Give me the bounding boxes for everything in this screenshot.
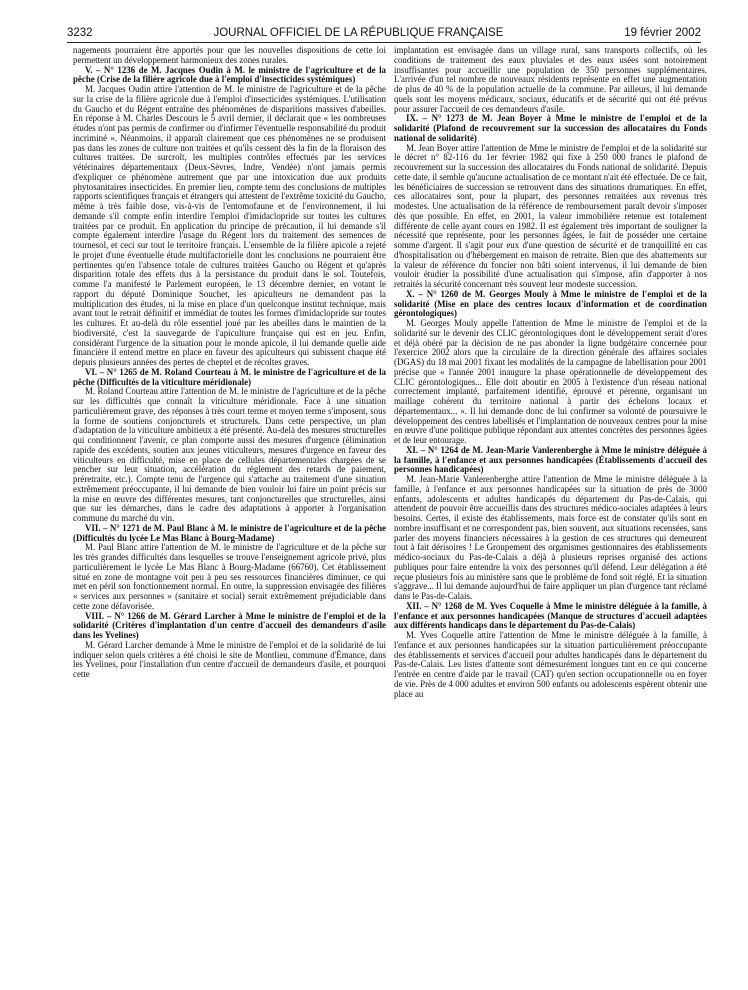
question-vi-title: VI. – N° 1265 de M. Roland Courteau à M. le ministre de l'agriculture et de la pêche (Difficultés de la viticulture méridionale) <box>73 366 386 387</box>
question-x-body: M. Georges Mouly appelle l'attention de Mme le ministre de l'emploi et de la solidarité sur le devenir des CLIC gérontologiques dont le développement serait d'ores et déjà obéré par la décision de ne pas abonder la ligne budgétaire concernée pour l'exercice 2002 alors que la circulaire de la direction générale des affaires sociales (DGAS) du 18 mai 2001 fixant les modalités de la campagne de labellisation pour 2001 précise que « l'année 2001 inaugure la phase opérationnelle de développement des CLIC gérontologiques... Elle doit aboutir en 2005 à l'existence d'un réseau national correctement implanté, parfaitement identifié, éprouvé et pérenne, organisant un maillage cohérent du territoire national à partir des échelons locaux et départementaux... ». Il lui demande donc de lui confirmer sa volonté de poursuivre le développement des centres labellisés et l'implantation de nouveaux centres pour la mise en œuvre d'une politique publique répondant aux attentes concrètes des personnes âgées et de leur entourage. <box>394 318 707 445</box>
question-v-title: V. – N° 1236 de M. Jacques Oudin à M. le ministre de l'agriculture et de la pêche (Crise de la filière agricole due à l'emploi d'insecticides systémiques) <box>73 64 386 85</box>
question-vi-body: M. Roland Courteau attire l'attention de M. le ministre de l'agriculture et de la pêche sur les difficultés que connaît la viticulture méridionale. Face à une situation particulièrement grave, des réponses à très court terme et moyen terme s'imposent, sous la forme de soutiens conjoncturels et structurels. Dans cette perspective, un plan d'adaptation de la viticulture ambitieux a été présenté. Au-delà des mesures structurelles qui conditionnent l'avenir, ce plan comporte aussi des mesures d'urgence (élimination rapide des excédents, soutien aux jeunes viticulteurs, mesures d'urgence en faveur des viticulteurs en difficulté, mise en place de cellules départementales chargées de se pencher sur leur situation, accélération du règlement des retards de paiement, préretraite, etc.). Compte tenu de l'urgence qui s'attache au traitement d'une situation extrêmement préoccupante, il lui demande de bien vouloir lui faire un point précis sur la mise en œuvre des différentes mesures, tant conjoncturelles que structurelles, ainsi que sur les démarches, dans le cadre des adaptations à apporter à l'organisation commune du marché du vin. <box>73 386 386 523</box>
question-xi-body: M. Jean-Marie Vanlerenberghe attire l'attention de Mme le ministre déléguée à la famille, à l'enfance et aux personnes handicapées sur la situation de près de 3000 enfants, adolescents et adultes handicapés du département du Pas-de-Calais, qui attendent de pouvoir être accueillis dans des structures médico-sociales adaptées à leurs besoins. Certes, il existe des établissements, mais force est de constater qu'ils sont en nombre insuffisant et ne correspondent pas, bien souvent, aux situations recensées, sans parler des moyens financiers nécessaires à la gestion de ces structures qui demeurent tout à fait dérisoires ! Le Groupement des organismes gestionnaires des établissements médico-sociaux du Pas-de-Calais a déjà à plusieurs reprises organisé des actions publiques pour faire entendre la voix des personnes qu'il défend. Leur délégation a été reçue plusieurs fois au ministère sans que le problème de fond soit réglé. Et la situation s'aggrave... Il lui demande aujourd'hui de faire appliquer un plan d'urgence tant réclamé dans le Pas-de-Calais. <box>394 474 707 601</box>
journal-title: JOURNAL OFFICIEL DE LA RÉPUBLIQUE FRANÇAISE <box>213 27 504 39</box>
question-xii-body: M. Yves Coquelle attire l'attention de Mme le ministre déléguée à la famille, à l'enfance et aux personnes handicapées sur la situation particulièrement préoccupante des établissements et services d'accueil pour adultes handicapés dans le département du Pas-de-Calais. Les listes d'attente sont démesurément longues tant en ce qui concerne l'entrée en centre d'aide par le travail (CAT) qu'en section occupationnelle ou en foyer de vie. Près de 4 000 adultes et environ 500 enfants ou adolescents espèrent obtenir une place au <box>394 630 707 699</box>
question-ix-title: IX. – N° 1273 de M. Jean Boyer à Mme le ministre de l'emploi et de la solidarité (Plafond de recouvrement sur la succession des allocataires du Fonds national de solidarité) <box>394 113 707 143</box>
question-v-body: M. Jacques Oudin attire l'attention de M. le ministre de l'agriculture et de la pêche sur la crise de la filière agricole due à l'emploi d'insecticides systémiques. L'utilisation du Gaucho et du Régent entraîne des phénomènes de disparitions massives d'abeilles. En réponse à M. Charles Descours le 5 avril dernier, il déclarait que « les nombreuses études n'ont pas permis de confirmer ou d'infirmer l'éventuelle responsabilité du produit incriminé ». Néanmoins, il apparaît clairement que ces phénomènes ne se produisent pas dans les zones de culture non traitées et qu'ils cessent dès la fin de la floraison des cultures traitées. De surcroît, les multiples contrôles effectués par les services vétérinaires départementaux (Deux-Sèvres, Indre, Vendée) n'ont jamais permis d'expliquer ce phénomène autrement que par une intoxication due aux produits phytosanitaires insecticides. En premier lieu, compte tenu des conclusions de multiples rapports scientifiques français et étrangers qui attestent de l'extrême toxicité du Gaucho, même à très faible dose, vis-à-vis de l'entomofaune et de l'environnement, il lui demande s'il compte enfin interdire l'emploi d'imidaclopride sur toutes les cultures traitées par ce produit. En application du principe de précaution, il lui demande s'il compte également interdire l'usage du Régent lors du traitement des semences de tournesol, et ceci sur tout le territoire français. L'ensemble de la filière apicole a rejeté le projet d'une éventuelle étude multifactorielle dont les conclusions ne pourraient être pertinentes qu'en l'absence totale de cultures traitées Gaucho ou Régent et qu'après disparition totale des effets dus à la persistance du produit dans le sol. Toutefois, comme l'a manifesté le Parlement européen, le 13 décembre dernier, en votant le rapport du député Dominique Souchet, les apiculteurs ne demandent pas la multiplication des études, ni la mise en place d'un quelconque institut technique, mais avant tout le retrait définitif et immédiat de toutes les formes d'imidaclopride sur toutes les cultures. Et au-delà du rôle essentiel joué par les abeilles dans le maintien de la biodiversité, c'est la sauvegarde de l'apiculture française qui est en jeu. Enfin, considérant l'urgence de la situation pour le monde apicole, il lui demande quelle aide financière il entend mettre en place en faveur des apiculteurs qui subissent chaque été depuis plusieurs années des pertes de cheptel et de récoltes graves. <box>73 84 386 367</box>
question-viii-continued: implantation est envisagée dans un village rural, sans transports collectifs, où les conditions de traitement des eaux pluviales et des eaux usées sont notoirement insuffisantes pour accueillir une population de 350 personnes supplémentaires. L'arrivée d'un tel nombre de nouveaux résidents représente en effet une augmentation de plus de 40 % de la population actuelle de la commune. Par ailleurs, il lui demande quels sont les moyens médicaux, sociaux, éducatifs et de sécurité qui ont été prévus pour assurer l'accueil de ces demandeurs d'asile. <box>394 46 707 114</box>
page-header <box>67 17 701 43</box>
question-vii-body: M. Paul Blanc attire l'attention de M. le ministre de l'agriculture et de la pêche sur les très grandes difficultés dans lesquelles se trouve l'enseignement agricole privé, plus particulièrement le lycée Le Mas Blanc à Bourg-Madame (66760). Cet établissement situé en zone de montagne voit peu à peu ses ressources financières diminuer, ce qui met en péril son fonctionnement normal. En outre, la suppression envisagée des filières « services aux personnes » (sanitaire et social) serait extrêmement préjudiciable dans cette zone défavorisée. <box>73 542 386 611</box>
question-ix-body: M. Jean Boyer attire l'attention de Mme le ministre de l'emploi et de la solidarité sur le décret n° 82-116 du 1er février 1982 qui fixe à 250 000 francs le plafond de recouvrement sur la succession des allocataires du Fonds national de solidarité. Depuis cette date, il semble qu'aucune actualisation de ce montant n'ait été effectuée. De ce fait, les bénéficiaires de succession se retrouvent dans des situations dramatiques. En effet, ces allocataires sont, pour la plupart, des personnes retraitées aux revenus très modestes. Une actualisation de la référence de remboursement paraît devoir s'imposer dès que possible. En effet, en 2001, la valeur immobilière retenue est totalement différente de celle ayant cours en 1982. Il est également très important de souligner la nécessité que représente, pour les personnes âgées, le fait de posséder une certaine somme d'argent. Il s'agit pour eux d'une question de sécurité et de tranquillité en cas d'hospitalisation ou d'hébergement en maison de retraite. Bien que des abattements sur la valeur de référence du foncier non bâti soient intervenus, il lui demande de bien vouloir étudier la possibilité d'une actualisation qui s'impose, afin d'apporter à nos retraités la sécurité concernant très souvent leur modeste succession. <box>394 142 707 289</box>
publication-date: 19 février 2002 <box>624 27 701 39</box>
question-xii-title: XII. – N° 1268 de M. Yves Coquelle à Mme le ministre déléguée à la famille, à l'enfance et aux personnes handicapées (Manque de structures d'accueil adaptées aux différents handicaps dans le département du Pas-de-Calais) <box>394 600 707 631</box>
question-viii-body: M. Gérard Larcher demande à Mme le ministre de l'emploi et de la solidarité de lui indiquer selon quels critères a été choisi le site de Montlieu, commune d'Émance, dans les Yvelines, pour l'installation d'un centre d'accueil de demandeurs d'asile, et pourquoi cette <box>73 639 386 679</box>
question-viii-title: VIII. – N° 1266 de M. Gérard Larcher à Mme le ministre de l'emploi et de la solidarité (Critères d'implantation d'un centre d'accueil des demandeurs d'asile dans les Yvelines) <box>73 610 386 640</box>
question-xi-title: XI. – N° 1264 de M. Jean-Marie Vanlerenberghe à Mme le ministre déléguée à la famille, à l'enfance et aux personnes handicapées (Établissements d'accueil des personnes handicapées) <box>394 444 707 475</box>
right-column <box>394 46 707 984</box>
question-x-title: X. – N° 1260 de M. Georges Mouly à Mme le ministre de l'emploi et de la solidarité (Mise en place des centres locaux d'information et de coordination gérontologiques) <box>394 288 707 319</box>
page-number: 3232 <box>67 27 93 39</box>
question-vii-title: VII. – N° 1271 de M. Paul Blanc à M. le ministre de l'agriculture et de la pêche (Difficultés du lycée Le Mas Blanc à Bourg-Madame) <box>73 522 386 543</box>
left-column <box>73 46 386 984</box>
intro-paragraph: nagements pourraient être apportés pour que les nouvelles dispositions de cette loi permettent un développement harmonieux des zones rurales. <box>73 46 386 65</box>
